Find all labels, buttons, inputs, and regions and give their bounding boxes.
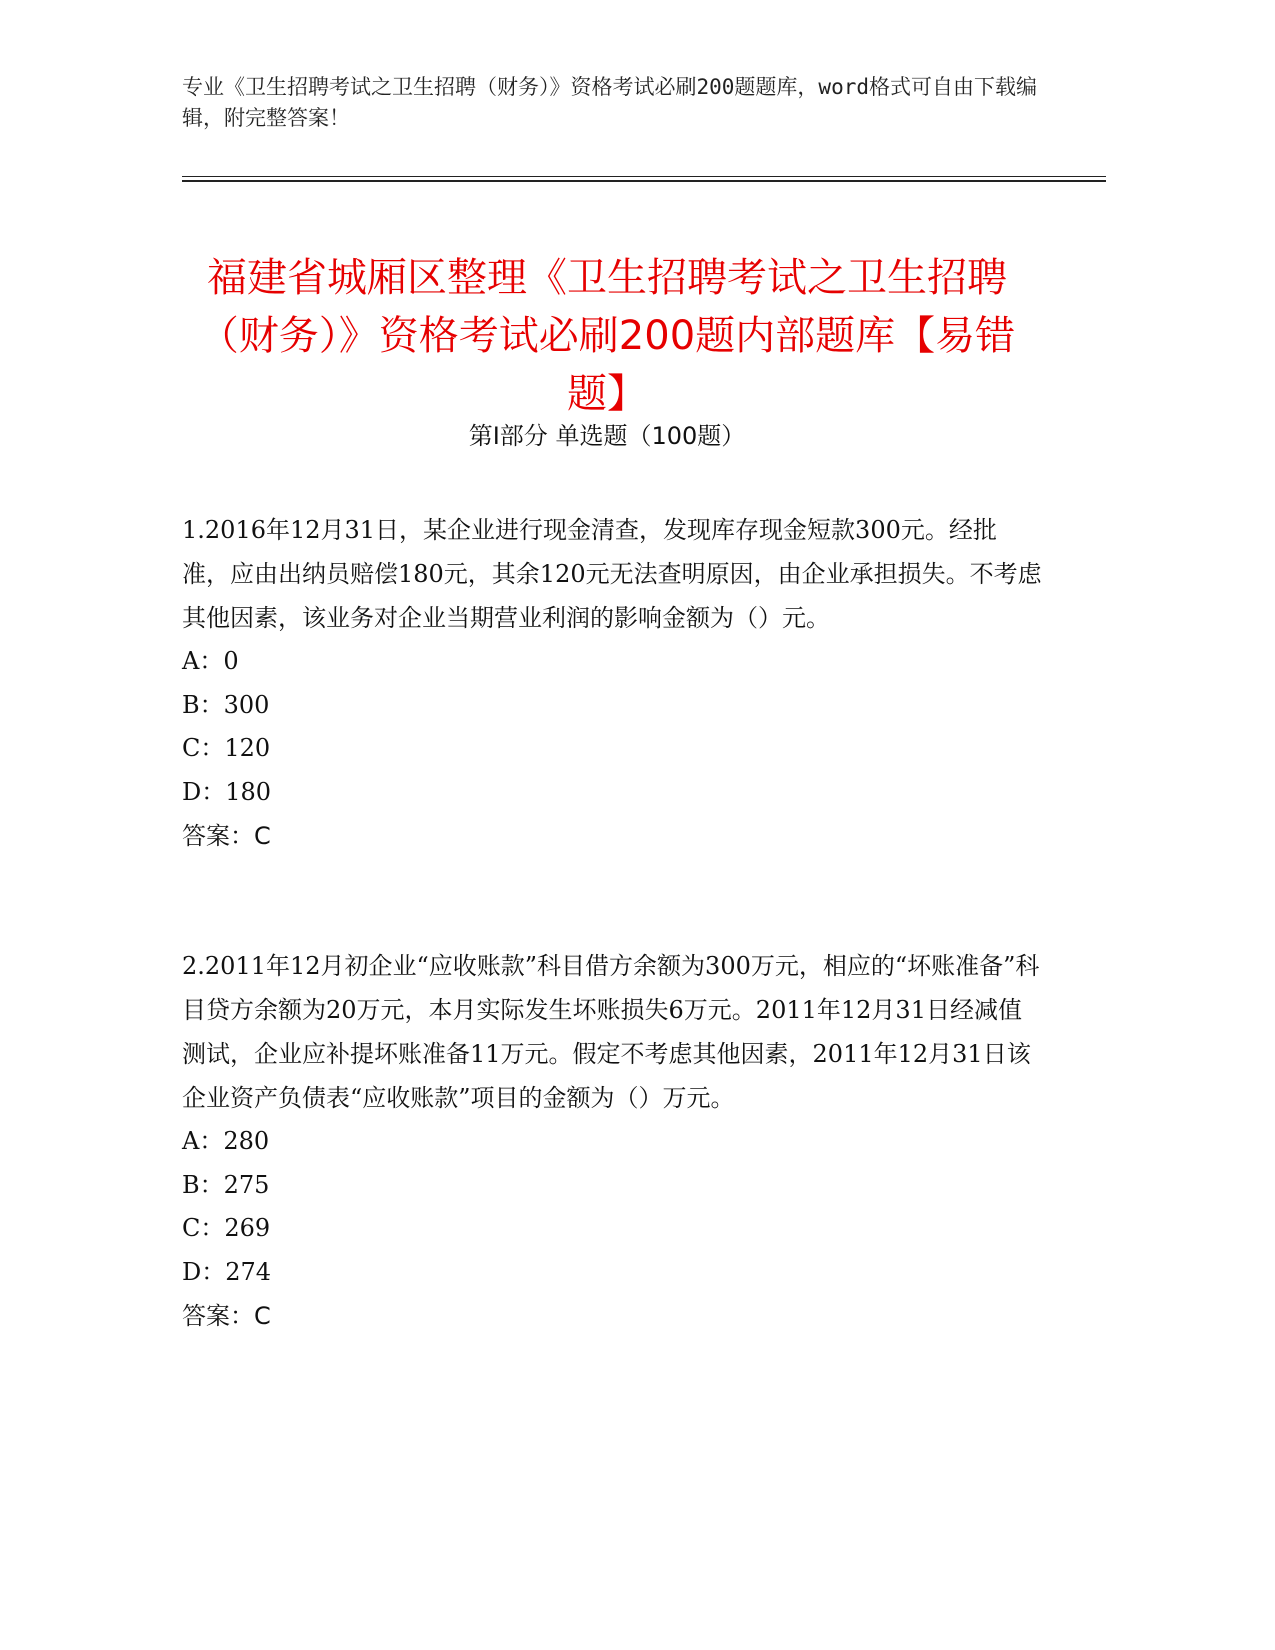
option-letter: B [182,1170,200,1199]
option-separator: ： [199,1127,224,1155]
answer-line: 答案：C [182,1302,271,1330]
option-letter: A [182,1127,200,1155]
option-letter: C [182,1214,201,1242]
option-b [182,1164,1042,1208]
option-a [182,640,1042,684]
question-block [182,944,1042,1338]
option-value: 180 [225,777,272,806]
option-list [182,640,1042,814]
option-letter: C [182,734,201,762]
option-value: 280 [223,1127,270,1155]
option-separator: ： [200,1214,225,1242]
document-title: 福建省城厢区整理《卫生招聘考试之卫生招聘（财务）》资格考试必刷200题内部题库【易错题】 [198,254,1016,417]
option-value: 300 [223,690,270,719]
question-block [182,508,1042,858]
option-d [182,1251,1042,1295]
option-letter: B [182,690,200,719]
option-separator: ： [199,690,224,719]
section-heading: 第I部分 单选题（100题） [468,422,746,450]
option-separator: ： [199,647,224,675]
option-separator: ： [201,777,226,806]
option-a [182,1120,1042,1164]
option-separator: ： [199,1170,224,1199]
header-note: 专业《卫生招聘考试之卫生招聘（财务）》资格考试必刷200题题库，word格式可自由下载编辑，附完整答案！ [182,75,1037,130]
option-letter: A [182,647,200,675]
option-letter: D [182,1257,202,1286]
question-stem: 2.2011年12月初企业“应收账款”科目借方余额为300万元，相应的“坏账准备”科目贷方余额为20万元，本月实际发生坏账损失6万元。2011年12月31日经减值测试，企业应补提坏账准备11万元。假定不考虑其他因素，2011年12月31日该企业资产负债表“应收账款”项目的金额为（）万元。 [182,952,1040,1112]
header-divider [182,176,1106,182]
option-b [182,684,1042,728]
option-letter: D [182,777,202,806]
question-stem: 1.2016年12月31日，某企业进行现金清查，发现库存现金短款300元。经批准，应由出纳员赔偿180元，其余120元无法查明原因，由企业承担损失。不考虑其他因素，该业务对企业当期营业利润的影响金额为（）元。 [182,516,1042,632]
answer-line: 答案：C [182,822,271,850]
option-value: 0 [223,647,239,675]
option-separator: ： [200,734,225,762]
option-d [182,771,1042,815]
option-value: 274 [225,1257,272,1286]
option-value: 275 [223,1170,270,1199]
option-c [182,1207,1042,1251]
option-c [182,727,1042,771]
option-list [182,1120,1042,1294]
option-value: 269 [224,1214,271,1242]
option-separator: ： [201,1257,226,1286]
option-value: 120 [224,734,271,762]
